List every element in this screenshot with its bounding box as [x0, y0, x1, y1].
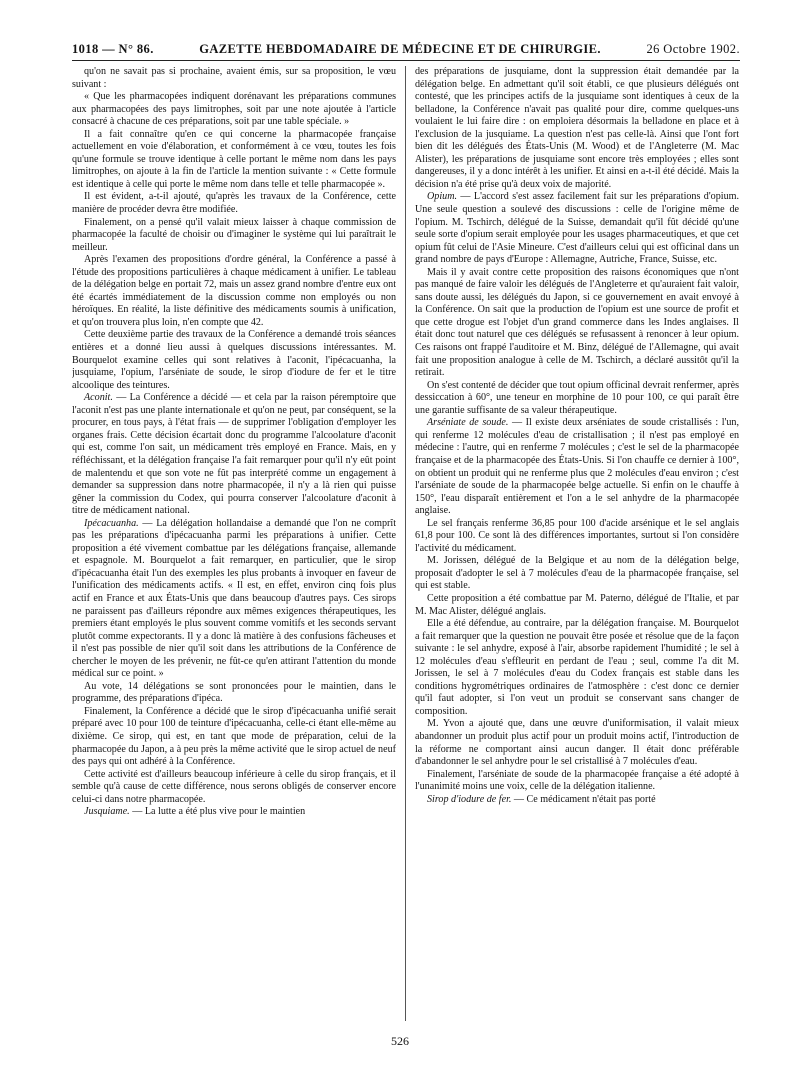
paragraph — [72, 329, 396, 392]
paragraph-text: M. Jorissen, délégué de la Belgique et au nom de la délégation belge, proposait d'adopter le sel à 7 molécules d'eau de la pharmacopée française, sel qui est stable. — [415, 555, 739, 592]
paragraph — [72, 66, 396, 91]
right-column — [415, 66, 739, 1021]
paragraph-text: On s'est contenté de décider que tout opium officinal devrait renfermer, après dessiccation à 60°, une teneur en morphine de 10 pour 100, ce qui paraît être une garantie suffisante de sa valeur thérapeutique. — [415, 379, 739, 416]
paragraph-text: — Ce médicament n'était pas porté — [511, 793, 656, 805]
paragraph — [415, 267, 739, 380]
paragraph — [72, 518, 396, 681]
paragraph — [72, 706, 396, 769]
paragraph — [72, 191, 396, 216]
paragraph-text: — La Conférence a décidé — et cela par la raison péremptoire que l'aconit n'est pas une plante internationale et qu'on ne peut, par conséquent, se la procurer, en tous pays, à l'état frais — de supprimer l'obligation d'employer les organes frais. Cette décision écartait donc du programme l'alcoolature d'aconit qui est, comme l'on sait, un médicament très employé en France. Mais, en y réfléchissant, et la délégation française l'a fait remarquer pour qu'il n'y eût point de malentendu et que son vote ne fût pas interprété comme un engagement à demander sa suppression dans notre pharmacopée, il n'y a là rien qui puisse gêner la commission du Codex, qui pourra conserver l'alcoolature d'aconit à titre de médicament national. — [72, 392, 396, 517]
paragraph-text: Mais il y avait contre cette proposition des raisons économiques que n'ont pas manqué de faire valoir les délégués de l'Angleterre et qu'auraient fait valoir, sans doute aussi, les délégués du Japon, si ce gouvernement en avait envoyé à la Conférence. On sait que la production de l'opium est une source de profit et que cette drogue est l'objet d'un grand commerce dans les Indes anglaises. Il était donc tout naturel que ces délégués se refusassent à renoncer à leur opium. Ces raisons ont frappé l'auditoire et M. Binz, délégué de l'Allemagne, qui avait fait une proposition analogue à celle de M. Tschirch, a déclaré aussitôt qu'il la retirait. — [415, 266, 739, 379]
paragraph-text: Au vote, 14 délégations se sont prononcées pour le maintien, dans le programme, des préparations d'ipéca. — [72, 680, 396, 705]
paragraph — [415, 66, 739, 191]
left-column — [72, 66, 396, 1021]
section-label: Aconit. — [84, 392, 113, 404]
paragraph — [72, 254, 396, 329]
paragraph — [415, 380, 739, 418]
paragraph-text: Cette activité est d'ailleurs beaucoup inférieure à celle du sirop français, et il semble qu'à cause de cette différence, nous serons obligés de conserver encore celui-ci dans notre pharmacopée. — [72, 768, 396, 805]
paragraph-text: « Que les pharmacopées indiquent dorénavant les préparations communes aux pharmacopées des pays limitrophes, soit par une note ajoutée à l'article consacré à chacune de ces préparations, soit par une table spéciale. » — [72, 91, 396, 128]
paragraph-text: — Il existe deux arséniates de soude cristallisés : l'un, qui renferme 12 molécules d'eau de cristallisation ; il n'est pas employé en médecine : l'autre, qui en renferme 7 molécules ; c'est le sel de la pharmacopée française et de la pharmacopée des États-Unis. Si l'on chauffe ce dernier à 100°, on obtient un produit qui ne renferme plus que 2 molécules d'eau environ ; c'est l'arséniate de soude de la pharmacopée belge actuelle. Si enfin on le chauffe à 150°, l'eau disparaît entièrement et l'on a le sel anhydre de la pharmacopée anglaise. — [415, 417, 739, 517]
paragraph — [415, 593, 739, 618]
journal-title: GAZETTE HEBDOMADAIRE DE MÉDECINE ET DE CHIRURGIE. — [199, 42, 601, 56]
paragraph-text: Après l'examen des propositions d'ordre général, la Conférence a passé à l'étude des propositions particulières à chaque médicament à unifier. Le tableau de la délégation belge en portait 72, mais un assez grand nombre d'entre eux ont été écartés immédiatement de la discussion comme non employés ou non héroïques. En réalité, la liste définitive des médicaments soumis à unification, et qu'on trouvera plus loin, n'en compte que 42. — [72, 254, 396, 328]
paragraph-text: Finalement, on a pensé qu'il valait mieux laisser à chaque commission de pharmacopée la faculté de choisir ou d'imaginer le système qui lui paraîtrait le meilleur. — [72, 216, 396, 253]
paragraph — [415, 618, 739, 718]
section-label: Opium. — [427, 191, 458, 203]
paragraph-text: Le sel français renferme 36,85 pour 100 d'acide arsénique et le sel anglais 61,8 pour 100. Ce sont là des différences importantes, surtout si l'on considère l'activité du médicament. — [415, 517, 739, 554]
paragraph — [415, 555, 739, 593]
issue-date: 26 Octobre 1902. — [646, 42, 740, 56]
paragraph — [415, 191, 739, 266]
paragraph — [72, 91, 396, 129]
section-label: Ipécacuanha. — [84, 517, 139, 529]
paragraph-text: Il a fait connaître qu'en ce qui concerne la pharmacopée française actuellement en voie d'élaboration, et conformément à ce vœu, toutes les fois qu'une formule se trouve identique à celle portant le même nom dans les pays limitrophes, on ajoute à la fin de l'article la mention suivante : « Cette formule est identique à celle qui porte le même nom dans telle et telle pharmacopée ». — [72, 128, 396, 190]
paragraph-text: — La lutte a été plus vive pour le maintien — [129, 806, 306, 818]
paragraph-text: des préparations de jusquiame, dont la suppression était demandée par la délégation belge. En admettant qu'il soit établi, ce que plusieurs délégués ont contesté, que les principes actifs de la jusquiame sont identiques à ceux de la belladone, la Conférence n'avait pas qualité pour dire, comme quelques-uns voulaient le lui faire dire : on emploiera désormais la belladone en place et à l'exclusion de la jusquiame. La question n'est pas celle-là. Ainsi que l'ont fort bien dit les délégués des États-Unis (M. Wood) et de l'Angleterre (M. Mac Alister), les préparations de jusquiame sont encore très employées ; elles sont dangereuses, il y a donc intérêt à les unifier. Et ainsi en a-t-il été décidé. Mais la décision n'a été prise qu'à deux voix de majorité. — [415, 66, 739, 190]
paragraph — [72, 681, 396, 706]
header-rule — [72, 60, 740, 61]
paragraph-text: — L'accord s'est assez facilement fait sur les préparations d'opium. Une seule question a soulevé des discussions : celle de l'origine même de l'opium. M. Tschirch, délégué de la Suisse, demandait qu'il fût décidé qu'une seule sorte d'opium serait employée pour les usages pharmaceutiques, et que cet opium fût celui de l'Asie Mineure. C'est d'ailleurs celui qui est officinal dans un grand nombre de pays d'Europe : Allemagne, Autriche, France, Suisse, etc. — [415, 191, 739, 266]
paragraph — [415, 417, 739, 517]
paragraph — [72, 769, 396, 807]
paragraph-text: Finalement, la Conférence a décidé que le sirop d'ipécacuanha unifié serait préparé avec 10 pour 100 de teinture d'ipécacuanha, celle-ci étant elle-même au dixième. Ce sirop, qui est, en tant que mode de préparation, celui de la pharmacopée du Japon, a à peu près la même activité que le sirop actuel de neuf des pays qui ont adhéré à la Conférence. — [72, 705, 396, 768]
paragraph — [72, 129, 396, 192]
paragraph — [415, 794, 739, 807]
paragraph — [415, 718, 739, 768]
page-folio: 526 — [391, 1034, 409, 1048]
paragraph-text: Cette proposition a été combattue par M. Paterno, délégué de l'Italie, et par M. Mac Alister, délégué anglais. — [415, 592, 739, 617]
paragraph-text: qu'on ne savait pas si prochaine, avaient émis, sur sa proposition, le vœu suivant : — [72, 66, 396, 90]
paragraph-text: Cette deuxième partie des travaux de la Conférence a demandé trois séances entières et a donné lieu aussi à quelques discussions intéressantes. M. Bourquelot examine celles qui sont relatives à l'aconit, l'ipécacuanha, la jusquiame, l'opium, l'arséniate de soude, le sirop d'iodure de fer et le titre alcoolique des teintures. — [72, 329, 396, 391]
section-label: Sirop d'iodure de fer. — [427, 793, 512, 805]
paragraph-text: Elle a été défendue, au contraire, par la délégation française. M. Bourquelot a fait remarquer que la question ne pouvait être posée et résolue que de la façon suivante : le sel anhydre, exposé à l'air, absorbe rapidement l'humidité ; le sel à 12 molécules d'eau s'effleurit en perdant de l'eau ; seul, comme l'a dit M. Jorissen, le sel à 7 molécules d'eau du Codex français est stable dans les conditions hygrométriques ordinaires de l'atmosphère : c'est donc ce dernier qu'il faut adopter, si l'on veut un produit se conservant sans changer de composition. — [415, 618, 739, 717]
paragraph — [72, 217, 396, 255]
paragraph-text: M. Yvon a ajouté que, dans une œuvre d'uniformisation, il valait mieux abandonner un produit plus actif pour un produit moins actif, l'introduction de la réforme ne comportant ainsi aucun danger. Il était donc préférable d'abandonner le sel anhydre pour le sel cristallisé à 7 molécules d'eau. — [415, 718, 739, 768]
paragraph — [72, 806, 396, 819]
section-label: Jusquiame. — [84, 806, 130, 818]
paragraph — [415, 518, 739, 556]
paragraph — [72, 392, 396, 517]
paragraph-text: Finalement, l'arséniate de soude de la pharmacopée française a été adopté à l'unanimité moins une voix, celle de la délégation italienne. — [415, 768, 739, 793]
page-issue-ref: 1018 — N° 86. — [72, 42, 154, 56]
paragraph — [415, 769, 739, 794]
paragraph-text: — La délégation hollandaise a demandé que l'on ne comprît pas les préparations d'ipécacuanha parmi les préparations à unifier. Cette proposition a été vivement combattue par les délégations française, allemande et espagnole. M. Bourquelot a fait remarquer, en particulier, que le sirop d'ipécacuanha était l'un des exemples les plus probants à invoquer en faveur de l'unification des médicaments actifs. « Il est, en effet, environ cinq fois plus actif en France et aux États-Unis que dans beaucoup d'autres pays. Ces sirops ne paraissent pas d'ailleurs répondre aux mêmes exigences thérapeutiques, les premiers étant employés le plus souvent comme vomitifs et les seconds servant plutôt comme expectorants. Il y a donc là matière à des confusions fâcheuses et il n'est pas possible de nier qu'il soit dans les attributions de la Conférence de chercher le moyen de les prévenir, ne fût-ce qu'en attirant l'attention du monde médical sur ce point. » — [72, 517, 396, 680]
paragraph-text: Il est évident, a-t-il ajouté, qu'après les travaux de la Conférence, cette manière de procéder devra être modifiée. — [72, 191, 396, 216]
section-label: Arséniate de soude. — [427, 417, 509, 429]
column-divider — [405, 66, 406, 1021]
running-header — [72, 42, 740, 57]
